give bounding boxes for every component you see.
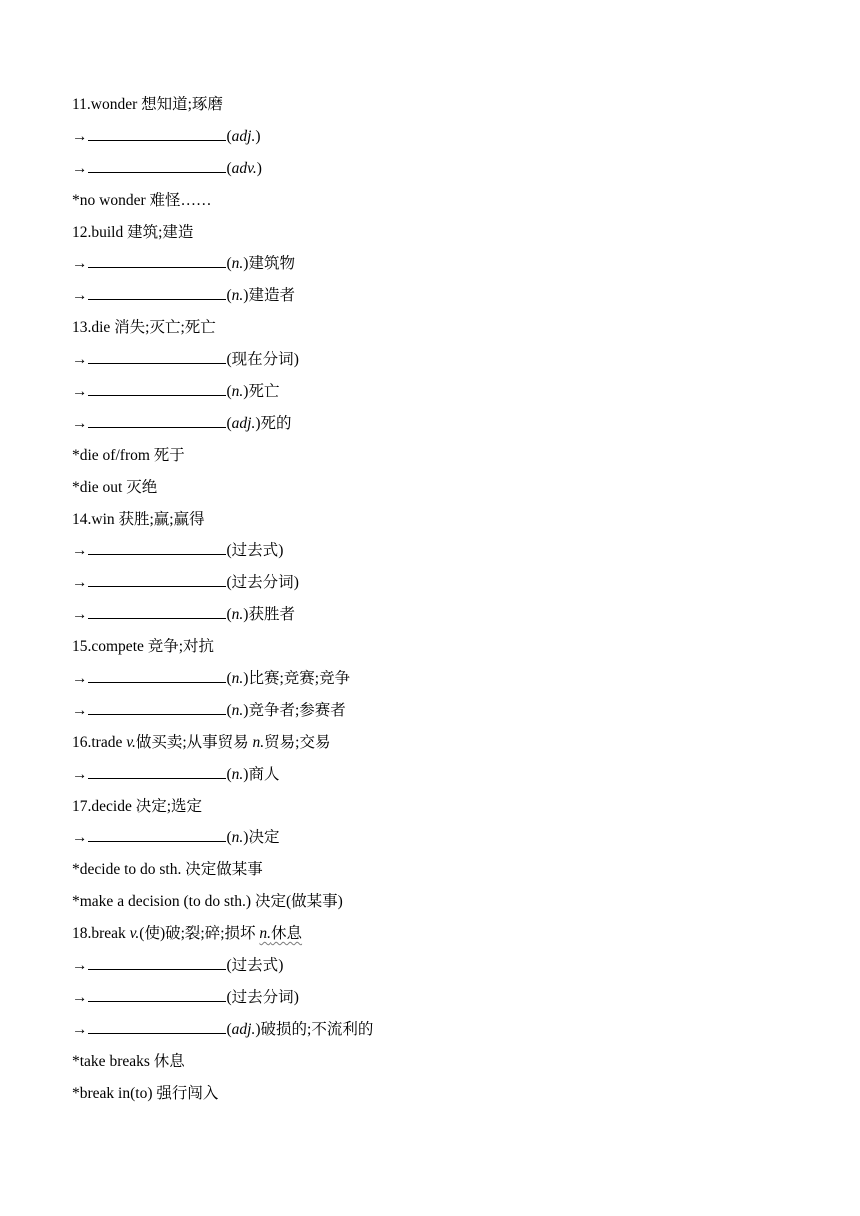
form-line: → (n.)建筑物: [72, 248, 812, 280]
pos-label: adv.: [231, 159, 257, 177]
arrow: →: [72, 574, 88, 592]
arrow: →: [72, 287, 88, 305]
gloss: 商人: [248, 765, 280, 783]
pos-label: n.: [231, 701, 244, 719]
gloss: 死亡: [248, 383, 280, 401]
form-line: → (过去式): [72, 950, 812, 982]
gloss: 死的: [260, 414, 292, 432]
pos-label: n.: [231, 765, 244, 783]
arrow: →: [72, 414, 88, 432]
gloss: 比赛;竞赛;竞争: [248, 670, 351, 688]
phrase-note: *die of/from 死于: [72, 446, 185, 464]
entry-head: 11.wonder 想知道;琢磨: [72, 96, 223, 113]
pos-label: v.: [129, 925, 140, 943]
head-gloss: (使)破;裂;碎;损坏: [139, 925, 260, 943]
entry-head: 15.compete 竞争;对抗: [72, 638, 215, 656]
arrow: →: [72, 957, 88, 975]
head-gloss: 做买卖;从事贸易: [135, 733, 253, 751]
answer-blank[interactable]: [88, 1032, 226, 1034]
entry-head: 13.die 消失;灭亡;死亡: [72, 319, 216, 337]
form-line: → (adj.)死的: [72, 408, 812, 440]
arrow: →: [72, 127, 88, 145]
answer-blank[interactable]: [88, 1000, 226, 1002]
arrow: →: [72, 542, 88, 560]
form-line: → (adj.): [72, 121, 812, 153]
phrase-note: *die out 灭绝: [72, 478, 158, 496]
form-line: → (n.)建造者: [72, 280, 812, 312]
phrase-note: *no wonder 难怪……: [72, 191, 212, 209]
answer-blank[interactable]: [88, 777, 226, 779]
pos-label: adj.: [231, 414, 256, 432]
form-line: → (过去式): [72, 535, 812, 567]
pos-label: n.: [231, 383, 244, 401]
gloss: 过去分词: [231, 574, 294, 592]
pos-label: n.: [231, 606, 244, 624]
head-word: 18.break: [72, 925, 130, 943]
gloss: 建筑物: [248, 255, 295, 273]
arrow: →: [72, 1020, 88, 1038]
gloss: 过去式: [231, 542, 279, 560]
head-gloss: 贸易;交易: [264, 733, 331, 751]
entry-head: [72, 727, 812, 759]
form-line: → (adv.): [72, 153, 812, 185]
arrow: →: [72, 829, 88, 847]
form-line: → (n.)比赛;竞赛;竞争: [72, 663, 812, 695]
entry-head: [72, 918, 812, 950]
form-line: → (n.)竞争者;参赛者: [72, 695, 812, 727]
gloss: 过去式: [231, 957, 279, 975]
gloss: 决定: [248, 829, 280, 847]
pos-label: n.: [231, 670, 244, 688]
gloss: 获胜者: [248, 606, 295, 624]
form-line: → (n.)死亡: [72, 376, 812, 408]
answer-blank[interactable]: [88, 394, 226, 396]
arrow: →: [72, 383, 88, 401]
answer-blank[interactable]: [88, 968, 226, 970]
form-line: → (现在分词): [72, 344, 812, 376]
answer-blank[interactable]: [88, 171, 226, 173]
form-line: → (过去分词): [72, 567, 812, 599]
pos-label: adj.: [231, 127, 256, 145]
answer-blank[interactable]: [88, 585, 226, 587]
form-line: → (n.)决定: [72, 822, 812, 854]
pos-label: n.: [231, 829, 244, 847]
arrow: →: [72, 988, 88, 1006]
form-line: → (adj.)破损的;不流利的: [72, 1014, 812, 1046]
arrow: →: [72, 255, 88, 273]
arrow: →: [72, 701, 88, 719]
answer-blank[interactable]: [88, 713, 226, 715]
pos-label: v.: [126, 733, 136, 751]
phrase-note: *decide to do sth. 决定做某事: [72, 861, 263, 879]
pos-label: n.: [259, 925, 272, 943]
pos-label: n.: [231, 255, 244, 273]
pos-label: n.: [231, 287, 244, 305]
phrase-note: *make a decision (to do sth.) 决定(做某事): [72, 893, 343, 911]
arrow: →: [72, 765, 88, 783]
form-line: → (n.)获胜者: [72, 599, 812, 631]
form-line: → (n.)商人: [72, 759, 812, 791]
entry-head: 17.decide 决定;选定: [72, 797, 203, 815]
answer-blank[interactable]: [88, 840, 226, 842]
form-line: → (过去分词): [72, 982, 812, 1014]
gloss: 竞争者;参赛者: [248, 701, 346, 719]
pos-label: n.: [252, 733, 265, 751]
phrase-note: *break in(to) 强行闯入: [72, 1084, 219, 1102]
arrow: →: [72, 351, 88, 369]
gloss: 破损的;不流利的: [260, 1020, 374, 1038]
phrase-note: *take breaks 休息: [72, 1052, 185, 1070]
answer-blank[interactable]: [88, 617, 226, 619]
vocabulary-list: [72, 89, 812, 1110]
answer-blank[interactable]: [88, 139, 226, 141]
entry-head: 12.build 建筑;建造: [72, 223, 194, 241]
answer-blank[interactable]: [88, 362, 226, 364]
gloss: 现在分词: [231, 351, 294, 369]
entry-head: 14.win 获胜;赢;赢得: [72, 510, 205, 528]
answer-blank[interactable]: [88, 681, 226, 683]
answer-blank[interactable]: [88, 426, 226, 428]
gloss: 过去分词: [231, 988, 294, 1006]
answer-blank[interactable]: [88, 553, 226, 555]
wavy-underline-text: [259, 925, 302, 942]
answer-blank[interactable]: [88, 298, 226, 300]
head-word: 16.trade: [72, 733, 127, 751]
head-gloss: 休息: [271, 925, 303, 943]
answer-blank[interactable]: [88, 266, 226, 268]
arrow: →: [72, 670, 88, 688]
pos-label: adj.: [231, 1020, 256, 1038]
gloss: 建造者: [248, 287, 295, 305]
arrow: →: [72, 159, 88, 177]
arrow: →: [72, 606, 88, 624]
